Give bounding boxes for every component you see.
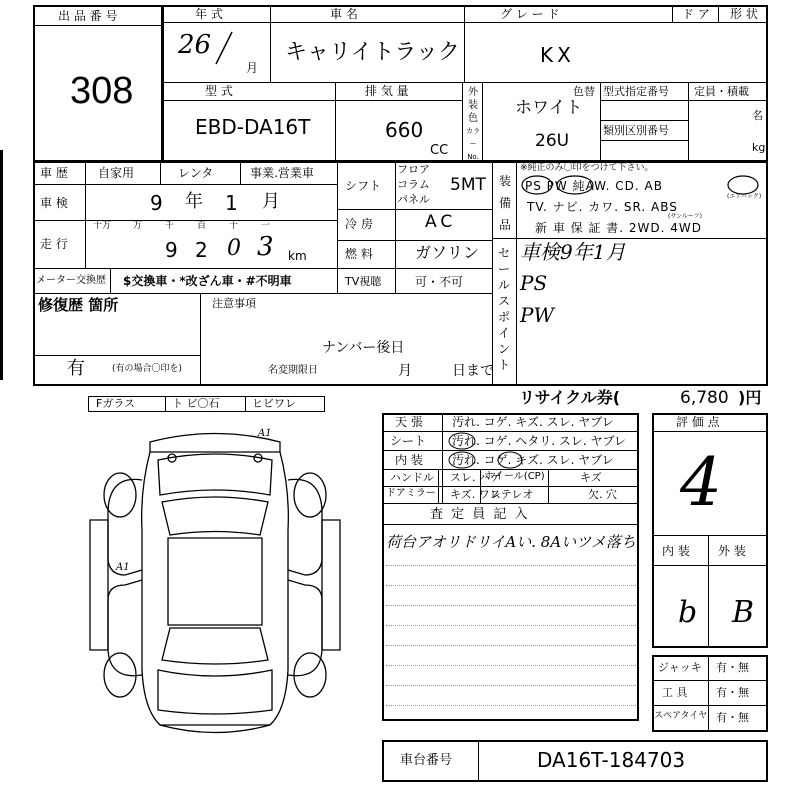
ext-color-label-1: 装 bbox=[468, 100, 478, 111]
note-value: ナンバー後日 bbox=[322, 340, 405, 356]
has-value: 有 bbox=[67, 358, 85, 379]
ext-color-label-0: 外 bbox=[468, 87, 478, 98]
shaken-month: 1 bbox=[225, 191, 238, 215]
acc-label-1: 工 具 bbox=[662, 686, 688, 699]
stereo-label: ステレオ bbox=[490, 488, 534, 501]
name-change-month: 月 bbox=[398, 363, 412, 379]
inspector-label: 査 定 員 記 入 bbox=[430, 507, 530, 522]
diagram-mark-a1: A1 bbox=[258, 428, 272, 439]
shift-option-panel: パネル bbox=[397, 193, 430, 206]
sr-sub: (サンルーフ) bbox=[668, 213, 702, 220]
shape-label: 形 状 bbox=[730, 7, 758, 21]
acc-value-2: 有・無 bbox=[716, 711, 749, 724]
shift-label: シフト bbox=[345, 179, 382, 193]
cond-value-2: 汚れ. コゲ. キズ. スレ. ヤブレ bbox=[452, 453, 614, 467]
displacement-label: 排 気 量 bbox=[365, 84, 409, 98]
capacity-unit2: kg bbox=[752, 141, 766, 154]
color-value: ホワイト bbox=[515, 98, 583, 118]
acc-value-0: 有・無 bbox=[716, 661, 749, 674]
mileage-unit-0: 十万 bbox=[93, 221, 112, 231]
color-no: 26U bbox=[535, 131, 570, 151]
fuel-value: ガソリン bbox=[415, 243, 480, 262]
notes-label: 注意事項 bbox=[212, 297, 256, 310]
diagram-mark-a1-side: A1 bbox=[116, 562, 130, 573]
repair-label: 修復歴 箇所 bbox=[38, 296, 119, 314]
glass-crack: ヒビワレ bbox=[252, 397, 296, 410]
lot-number: 308 bbox=[70, 70, 134, 112]
sales-point-3: PW bbox=[520, 303, 555, 327]
history-option-2: レンタ bbox=[178, 166, 214, 180]
acc-label-0: ジャッキ bbox=[658, 661, 702, 674]
shift-option-floor: フロア bbox=[397, 163, 430, 176]
sales-point-2: PS bbox=[520, 271, 548, 295]
shaken-label: 車 検 bbox=[40, 196, 68, 210]
recycle-label: リサイクル券( bbox=[519, 388, 621, 407]
cc-unit: CC bbox=[430, 143, 449, 158]
color-change-label: 色替 bbox=[573, 85, 595, 98]
history-option-3: 事業.営業車 bbox=[250, 166, 314, 180]
km-unit: km bbox=[288, 249, 307, 263]
mileage-digit-5: 3 bbox=[257, 232, 274, 262]
door-label: ド ア bbox=[682, 7, 710, 21]
has-note: (有の場合〇印を) bbox=[112, 364, 183, 374]
car-diagram bbox=[80, 420, 350, 750]
shift-value: 5MT bbox=[450, 175, 486, 195]
recycle-unit: )円 bbox=[738, 388, 762, 407]
model-value: EBD-DA16T bbox=[195, 115, 311, 139]
mirror-value: キズ. ワレ bbox=[450, 488, 501, 501]
capacity-label: 定員・積載 bbox=[694, 85, 749, 98]
interior-label: 内 装 bbox=[662, 544, 690, 558]
mileage-digit-3: 2 bbox=[195, 238, 208, 262]
year-value: 26 bbox=[178, 30, 212, 60]
history-label: 車 歴 bbox=[40, 166, 68, 180]
type-designation-label: 型式指定番号 bbox=[603, 85, 669, 98]
exterior-label: 外 装 bbox=[718, 544, 746, 558]
score-label: 評 価 点 bbox=[676, 415, 720, 429]
meter-options: $交換車・*改ざん車・#不明車 bbox=[123, 274, 292, 288]
exterior-value: B bbox=[732, 595, 755, 630]
category-label: 類別区別番号 bbox=[603, 124, 669, 137]
equipment-line1: PS PW 純AW. CD. AB bbox=[525, 179, 663, 193]
chassis-value: DA16T-184703 bbox=[537, 748, 686, 772]
grade-value: KX bbox=[540, 43, 575, 67]
name-change-day: 日まで bbox=[452, 363, 494, 379]
ext-color-label-2: 色 bbox=[468, 113, 478, 124]
ext-color-label-4: No. bbox=[467, 153, 479, 161]
shaken-year: 9 bbox=[150, 191, 163, 215]
cond-value-0: 汚れ. コゲ. キズ. スレ. ヤブレ bbox=[452, 415, 614, 429]
stereo-value: 欠. 穴 bbox=[588, 488, 617, 501]
mileage-unit-1: 万 bbox=[133, 221, 143, 231]
ab-sub: (エアバック) bbox=[727, 193, 762, 200]
cond-label-0: 天 張 bbox=[395, 415, 423, 429]
acc-value-1: 有・無 bbox=[716, 686, 749, 699]
interior-value: b bbox=[678, 595, 698, 630]
mileage-unit-2: 千 bbox=[165, 221, 175, 231]
mirror-label: ドアミラー bbox=[386, 488, 436, 499]
glass-chip: ト ビ〇石 bbox=[172, 397, 220, 410]
sales-point-label: セールスポイント bbox=[497, 246, 510, 372]
year-label: 年 式 bbox=[195, 7, 223, 21]
ac-value: AC bbox=[425, 212, 457, 232]
handle-value: スレ. ハゲ bbox=[450, 471, 501, 484]
tv-label: TV視聴 bbox=[345, 275, 382, 288]
cond-label-1: シート bbox=[390, 434, 427, 448]
cond-label-2: 内 装 bbox=[395, 453, 423, 467]
grade-label: グ レ ー ド bbox=[500, 7, 560, 21]
cond-value-1: 汚れ. コゲ. ヘタリ. スレ. ヤブレ bbox=[452, 434, 627, 448]
mileage-unit-5: 一 bbox=[261, 221, 271, 231]
model-label: 型 式 bbox=[205, 84, 233, 98]
displacement-value: 660 bbox=[385, 118, 424, 142]
recycle-amount: 6,780 bbox=[680, 388, 729, 408]
chassis-label: 車台番号 bbox=[400, 753, 453, 768]
acc-label-2: スペアタイヤ bbox=[654, 711, 708, 721]
sales-point-1: 車検9年1月 bbox=[520, 240, 626, 264]
shaken-year-unit: 年 bbox=[185, 191, 203, 212]
history-option-1: 自家用 bbox=[98, 166, 135, 180]
shift-option-column: コラム bbox=[397, 178, 430, 191]
name-change-label: 名変期限日 bbox=[268, 365, 318, 376]
lot-label: 出 品 番 号 bbox=[58, 9, 118, 23]
mileage-digit-4: 0 bbox=[227, 236, 241, 261]
ext-color-label-3: カラー bbox=[466, 127, 480, 148]
inspector-remark: 荷台アオリドリイAい. 8Aいツメ落ち bbox=[386, 533, 636, 551]
mileage-unit-4: 十 bbox=[229, 221, 239, 231]
year-month-unit: 月 bbox=[246, 61, 259, 75]
mileage-label: 走 行 bbox=[40, 237, 68, 251]
ac-label: 冷 房 bbox=[345, 217, 373, 231]
equipment-label: 装備品 bbox=[498, 174, 511, 232]
equipment-line3: 新 車 保 証 書. 2WD. 4WD bbox=[535, 221, 702, 235]
wheel-value: キズ bbox=[580, 471, 602, 484]
tv-value: 可・不可 bbox=[415, 275, 464, 289]
vehicle-label: 車 名 bbox=[330, 7, 358, 21]
shaken-month-unit: 月 bbox=[262, 191, 280, 212]
meter-label: メーター交換歴 bbox=[36, 275, 106, 286]
equipment-line2: TV. ナビ. カワ. SR. ABS bbox=[527, 200, 678, 214]
score-value: 4 bbox=[680, 444, 722, 521]
glass-f: Fガラス bbox=[96, 397, 135, 410]
equipment-note: ※純正のみ〇印をつけて下さい。 bbox=[520, 163, 654, 173]
mileage-unit-3: 百 bbox=[197, 221, 207, 231]
wheel-label: ホイール(CP) bbox=[484, 471, 545, 482]
vehicle-name: キャリイトラック bbox=[285, 40, 460, 65]
mileage-digit-2: 9 bbox=[165, 238, 178, 262]
handle-label: ハンドル bbox=[390, 471, 434, 484]
capacity-unit1: 名 bbox=[752, 109, 763, 122]
fuel-label: 燃 料 bbox=[345, 247, 373, 261]
